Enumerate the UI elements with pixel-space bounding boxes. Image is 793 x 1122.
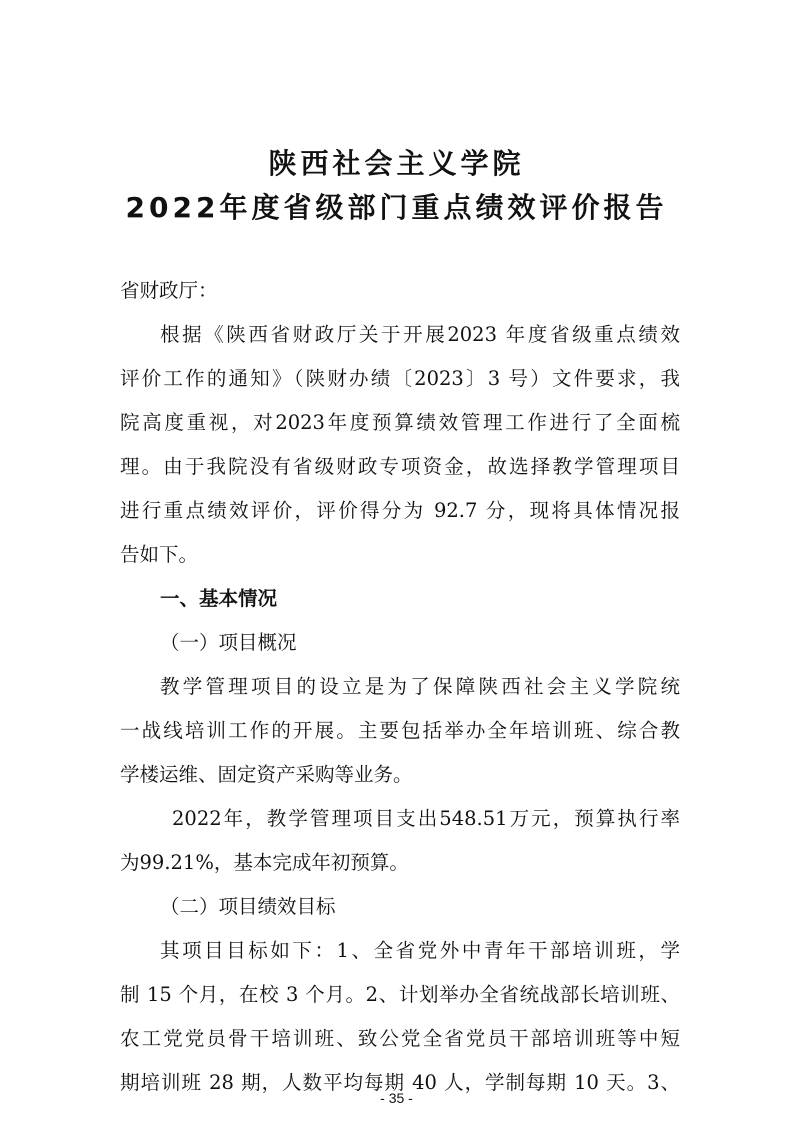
overview-line-2: 一战线培训工作的开展。主要包括举办全年培训班、综合教 [120, 719, 680, 742]
intro-line-3: 院高度重视，对2023年度预算绩效管理工作进行了全面梳 [120, 411, 680, 434]
goals-line-4: 期培训班 28 期，人数平均每期 40 人，学制每期 10 天。3、 [120, 1071, 680, 1094]
goals-line-1: 其项目目标如下：1、全省党外中青年干部培训班，学 [160, 939, 680, 962]
intro-line-4: 理。由于我院没有省级财政专项资金，故选择教学管理项目 [120, 455, 680, 478]
overview-line-3: 学楼运维、固定资产采购等业务。 [120, 763, 413, 786]
goals-line-3: 农工党党员骨干培训班、致公党全省党员干部培训班等中短 [120, 1027, 680, 1050]
overview-line-1: 教学管理项目的设立是为了保障陕西社会主义学院统 [160, 675, 680, 698]
subsection-heading-overview: （一）项目概况 [160, 631, 297, 654]
section-heading-basic: 一、基本情况 [160, 587, 278, 610]
report-title-line1: 陕西社会主义学院 [268, 147, 525, 180]
budget-line-1: 2022年，教学管理项目支出548.51万元，预算执行率 [172, 807, 680, 830]
subsection-heading-goals: （二）项目绩效目标 [160, 895, 336, 918]
salutation: 省财政厅： [120, 279, 218, 302]
intro-line-1: 根据《陕西省财政厅关于开展2023 年度省级重点绩效 [160, 323, 680, 346]
intro-line-5: 进行重点绩效评价，评价得分为 92.7 分，现将具体情况报 [120, 499, 680, 522]
page-number: - 35 - [380, 1090, 413, 1106]
report-title-line2: 2022年度省级部门重点绩效评价报告 [125, 191, 668, 224]
intro-line-6: 告如下。 [120, 543, 199, 566]
intro-line-2: 评价工作的通知》（陕财办绩〔2023〕3 号）文件要求，我 [120, 367, 680, 390]
budget-line-2: 为99.21%，基本完成年初预算。 [120, 851, 409, 874]
goals-line-2: 制 15 个月，在校 3 个月。2、计划举办全省统战部长培训班、 [120, 983, 680, 1006]
